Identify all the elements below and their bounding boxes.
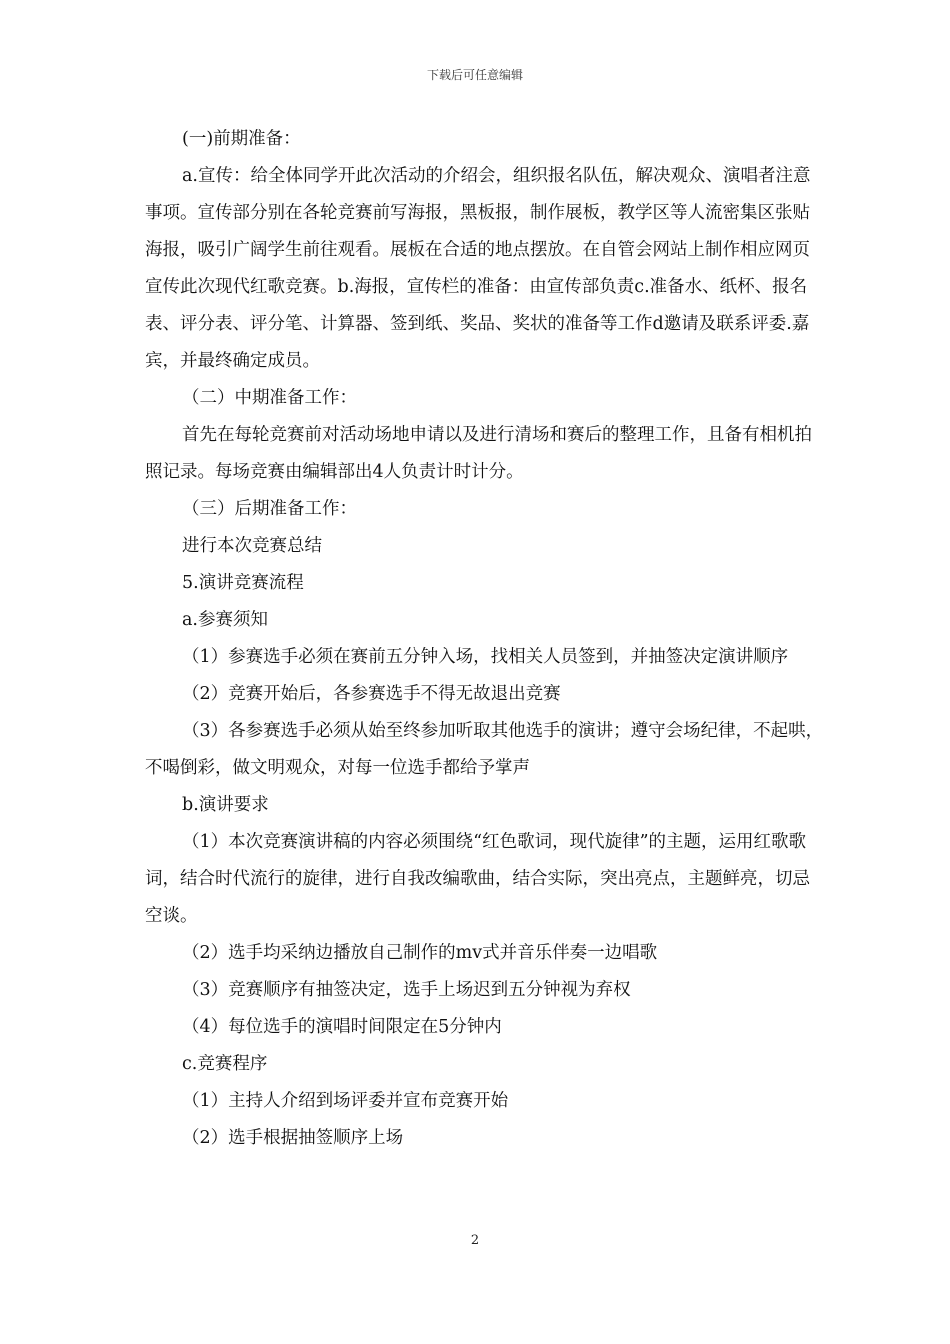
list-item: （2）竞赛开始后，各参赛选手不得无故退出竞赛 bbox=[182, 684, 561, 704]
list-item: （2）选手根据抽签顺序上场 bbox=[182, 1128, 404, 1148]
heading-competition-process: 5.演讲竞赛流程 bbox=[182, 573, 304, 593]
list-item: （1）本次竞赛演讲稿的内容必须围绕“红色歌词，现代旋律”的主题，运用红歌歌词，结合时代流行的旋律，进行自我改编歌曲，结合实际，突出亮点，主题鲜亮，切忌空谈。 bbox=[145, 832, 810, 926]
list-item: （1）参赛选手必须在赛前五分钟入场，找相关人员签到，并抽签决定演讲顺序 bbox=[182, 647, 789, 667]
paragraph-publicity: a.宣传：给全体同学开此次活动的介绍会，组织报名队伍，解决观众、演唱者注意事项。宣传部分别在各轮竞赛前写海报，黑板报，制作展板，教学区等人流密集区张贴海报，吸引广阔学生前往观看。展板在合适的地点摆放。在自管会网站上制作相应网页宣传此次现代红歌竞赛。b.海报，宣传栏的准备：由宣传部负责c.准备水、纸杯、报名表、评分表、评分笔、计算器、签到纸、奖品、奖状的准备等工作d邀请及联系评委.嘉宾，并最终确定成员。 bbox=[145, 166, 811, 371]
page-number: 2 bbox=[470, 1233, 480, 1248]
heading-competition-procedure: c.竞赛程序 bbox=[182, 1054, 268, 1074]
paragraph-summary: 进行本次竞赛总结 bbox=[182, 536, 322, 556]
document-body bbox=[145, 121, 825, 1157]
list-item: （2）选手均采纳边播放自己制作的mv式并音乐伴奏一边唱歌 bbox=[182, 943, 658, 963]
list-item: （4）每位选手的演唱时间限定在5分钟内 bbox=[182, 1017, 502, 1037]
heading-mid-preparation: （二）中期准备工作： bbox=[182, 388, 357, 408]
heading-speech-requirements: b.演讲要求 bbox=[182, 795, 269, 815]
list-item: （3）竞赛顺序有抽签决定，选手上场迟到五分钟视为弃权 bbox=[182, 980, 631, 1000]
list-item: （1）主持人介绍到场评委并宣布竞赛开始 bbox=[182, 1091, 509, 1111]
heading-late-preparation: （三）后期准备工作： bbox=[182, 499, 357, 519]
paragraph-mid-preparation: 首先在每轮竞赛前对活动场地申请以及进行清场和赛后的整理工作，且备有相机拍照记录。每场竞赛由编辑部出4人负责计时计分。 bbox=[145, 425, 812, 482]
heading-participant-notice: a.参赛须知 bbox=[182, 610, 268, 630]
list-item: （3）各参赛选手必须从始至终参加听取其他选手的演讲；遵守会场纪律，不起哄，不喝倒彩，做文明观众，对每一位选手都给予掌声 bbox=[145, 721, 824, 778]
page-header: 下载后可任意编辑 bbox=[426, 68, 523, 82]
heading-early-preparation: (一)前期准备： bbox=[182, 129, 301, 149]
